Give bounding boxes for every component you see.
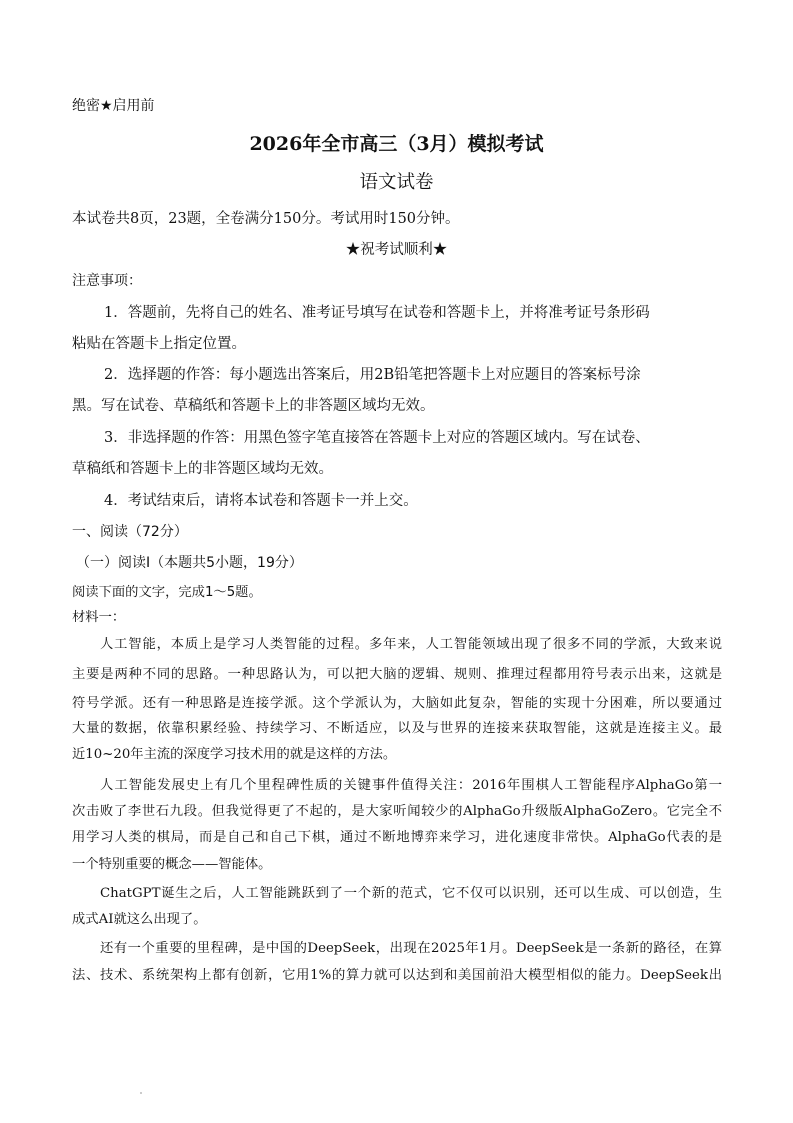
passage-line: 近10~20年主流的深度学习技术用的就是这样的方法。 xyxy=(72,747,397,762)
subject-title: 语文试卷 xyxy=(359,172,434,193)
passage-line: 人工智能，本质上是学习人类智能的过程。多年来，人工智能领域出现了很多不同的学派，大致来说 xyxy=(100,637,722,652)
material-label: 材料一： xyxy=(72,610,126,625)
note-4-line-1: 4．考试结束后，请将本试卷和答题卡一并上交。 xyxy=(104,493,418,509)
passage-line: 主要是两种不同的思路。一种思路认为，可以把大脑的逻辑、规则、推理过程都用符号表示出来，这就是 xyxy=(72,667,722,682)
subsection-title: （一）阅读Ⅰ（本题共5小题，19分） xyxy=(76,555,303,571)
passage-line: ChatGPT诞生之后，人工智能跳跃到了一个新的范式，它不仅可以识别，还可以生成、可以创造，生 xyxy=(100,886,722,901)
note-3-line-1: 3．非选择题的作答：用黑色签字笔直接答在答题卡上对应的答题区域内。写在试卷、 xyxy=(104,430,650,446)
secret-label: 绝密★启用前 xyxy=(72,98,155,114)
passage-line: 次击败了李世石九段。但我觉得更了不起的，是大家听闻较少的AlphaGo升级版AlphaGoZero。它完全不 xyxy=(72,804,722,819)
passage-line: 成式AI就这么出现了。 xyxy=(72,912,207,927)
note-1-line-1: 1．答题前，先将自己的姓名、准考证号填写在试卷和答题卡上，并将准考证号条形码 xyxy=(104,305,650,321)
passage-line: 一个特别重要的概念——智能体。 xyxy=(72,857,272,872)
passage-line: 符号学派。还有一种思路是连接学派。这个学派认为，大脑如此复杂，智能的实现十分困难，所以要通过 xyxy=(72,696,722,711)
good-luck-text: ★祝考试顺利★ xyxy=(345,242,448,258)
scan-speck xyxy=(140,1092,142,1094)
note-2-line-2: 黑。写在试卷、草稿纸和答题卡上的非答题区域均无效。 xyxy=(72,398,435,414)
notes-title: 注意事项： xyxy=(72,273,142,289)
passage-line: 法、技术、系统架构上都有创新，它用1%的算力就可以达到和美国前沿大模型相似的能力。DeepSeek出 xyxy=(72,968,722,983)
exam-intro: 本试卷共8页，23题，全卷满分150分。考试用时150分钟。 xyxy=(72,211,460,227)
note-1-line-2: 粘贴在答题卡上指定位置。 xyxy=(72,336,246,352)
exam-title: 2026年全市高三（3月）模拟考试 xyxy=(249,133,544,155)
passage-line: 人工智能发展史上有几个里程碑性质的关键事件值得关注：2016年围棋人工智能程序AlphaGo第一 xyxy=(100,778,722,793)
reading-instruction: 阅读下面的文字，完成1～5题。 xyxy=(72,585,262,600)
note-3-line-2: 草稿纸和答题卡上的非答题区域均无效。 xyxy=(72,461,333,477)
note-2-line-1: 2．选择题的作答：每小题选出答案后，用2B铅笔把答题卡上对应题目的答案标号涂 xyxy=(104,367,641,383)
passage-line: 还有一个重要的里程碑，是中国的DeepSeek，出现在2025年1月。DeepSeek是一条新的路径，在算 xyxy=(100,941,722,956)
section-title: 一、阅读（72分） xyxy=(72,524,188,540)
passage-line: 用学习人类的棋局，而是自己和自己下棋，通过不断地博弈来学习，进化速度非常快。AlphaGo代表的是 xyxy=(72,830,722,845)
passage-line: 大量的数据，依靠积累经验、持续学习、不断适应，以及与世界的连接来获取智能，这就是连接主义。最 xyxy=(72,721,722,736)
